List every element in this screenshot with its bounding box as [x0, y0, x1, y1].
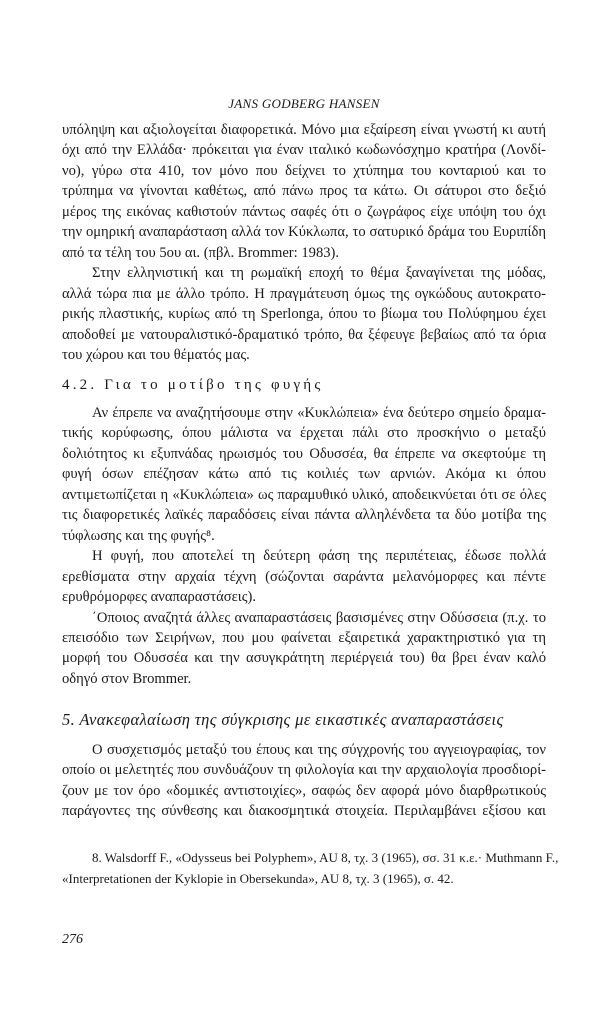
text-line: ζουν με τον όρο «δομικές αντιστοιχίες», σαφώς δεν αφορά μόνο διαρθρωτικούς [62, 782, 546, 799]
text-line: του χώρου και του θέματός μας. [62, 346, 250, 363]
section-heading-5: 5. Ανακεφαλαίωση της σύγκρισης με εικαστικές αναπαραστάσεις [62, 710, 504, 729]
text-line: τις διαφορετικές λαϊκές παραδόσεις είναι πάντα αλληλένδετα τα δύο μοτίβα της [62, 507, 546, 524]
page-number: 276 [62, 932, 83, 947]
text-line: Αν έπρεπε να αναζητήσουμε στην «Κυκλώπεια» ένα δεύτερο σημείο δραμα- [92, 405, 546, 421]
text-line: οποίο οι μελετητές που συνδυάζουν τη φιλολογία και την αρχαιολογία προσδιορί- [62, 762, 546, 779]
text-line: μέρος της εικόνας καθιστούν πάντως σαφές ότι ο ζωγράφος είχε υπόψη του όχι [62, 203, 546, 220]
text-line: ρικής πλαστικής, κυρίως από τη Sperlonga, όπου το βίωμα του Πολύφημου έχει [62, 306, 546, 323]
text-line: ερυθρόμορφες αναπαραστάσεις). [62, 589, 257, 606]
text-line: φυγή όσων επέζησαν κάτω από τις κοιλιές των αρνιών. Ακόμα κι όπου [62, 466, 546, 483]
text-line: τικής κορύφωσης, όπου μάλιστα να έρχεται πάλι στο προσκήνιο ο μεταξύ [62, 425, 546, 442]
text-line: Ο συσχετισμός μεταξύ του έπους και της σύγχρονής του αγγειογραφίας, τον [92, 742, 546, 758]
text-line: οδηγό στον Brommer. [62, 670, 192, 687]
text-line: αντιμετωπίζεται η «Κυκλώπεια» ως παραμυθικό υλικό, αποδεικνύεται ότι σε όλες [62, 486, 546, 503]
section-heading-4-2: 4.2. Για το μοτίβο της φυγής [62, 377, 324, 393]
text-line: ερεθίσματα στην αρχαία τέχνη (σώζονται σαράντα μελανόμορφες και πέντε [62, 568, 546, 585]
text-line: μορφή του Οδυσσέα και την ασυγκράτητη περιέργειά του) θα βρει έναν καλό [62, 650, 546, 667]
text-line: την ομηρική αναπαράσταση αλλά τον Κύκλωπα, το σατυρικό δράμα του Ευριπίδη [62, 224, 546, 241]
text-line: Στην ελληνιστική και τη ρωμαϊκή εποχή το θέμα ξαναγίνεται της μόδας, [92, 265, 546, 282]
text-line: δολιότητος κι εξυπνάδας ηρωισμός του Οδυσσέα, θα έπρεπε να σκεφτούμε τη [62, 445, 546, 462]
text-line: υπόληψη και αξιολογείται διαφορετικά. Μόνο μια εξαίρεση είναι γνωστή κι αυτή [62, 122, 546, 138]
text-line: τύφλωσης και της φυγής⁸. [62, 527, 215, 544]
text-line: από τα τέλη του 5ου αι. (πβλ. Brommer: 1983). [62, 244, 340, 261]
text-line: «Interpretationen der Kyklopie in Obersekunda», AU 8, τχ. 3 (1965), σ. 42. [62, 870, 454, 886]
text-line: επεισόδιο των Σειρήνων, που μου φαίνεται εξαιρετικά χαρακτηριστικό για τη [62, 629, 546, 646]
text-line: παράγοντες της σύνθεσης και διακοσμητικά στοιχεία. Περιλαμβάνει εξίσου και [62, 803, 546, 820]
text-line: όχι από την Ελλάδα· πρόκειται για έναν ιταλικό κωδωνόσχημο κρατήρα (Λονδί- [62, 142, 546, 159]
text-line: ΄Οποιος αναζητά άλλες αναπαραστάσεις βασισμένες στην Οδύσσεια (π.χ. το [92, 609, 546, 626]
text-line: 8. Walsdorff F., «Odysseus bei Polyphem», AU 8, τχ. 3 (1965), σσ. 31 κ.ε.· Muthmann F., [92, 850, 559, 865]
text-line: Η φυγή, που αποτελεί τη δεύτερη φάση της περιπέτειας, έδωσε πολλά [92, 548, 546, 565]
text-line: νο), γύρω στα 410, τον μόνο που δείχνει το χτύπημα του κονταριού και το [62, 162, 546, 179]
text-line: αποδοθεί με νατουραλιστικό-δραματικό τρόπο, θα ξέφευγε βεβαίως από τα όρια [62, 326, 546, 343]
running-header: JANS GODBERG HANSEN [228, 96, 380, 111]
text-line: αλλά τώρα πια με άλλο τρόπο. Η πραγμάτευση όμως της ογκώδους αυτοκρατο- [62, 285, 546, 302]
text-line: τρύπημα να γίνονται καθέτως, από πάνω προς τα κάτω. Οι σάτυροι στο δεξιό [62, 183, 546, 200]
